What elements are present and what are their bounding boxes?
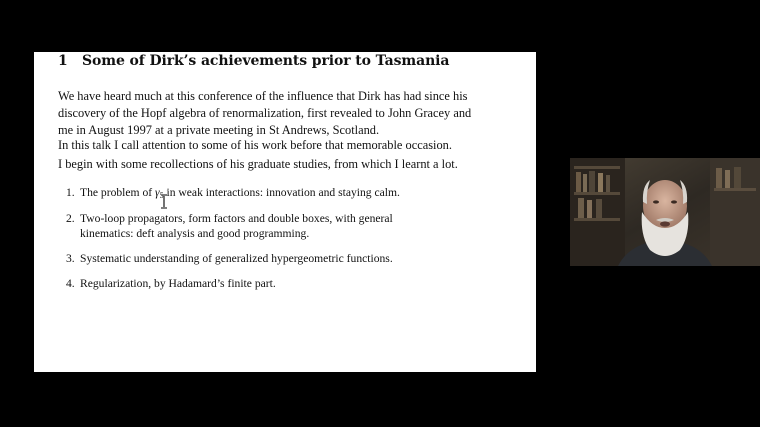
section-number: 1 [58, 53, 68, 69]
list-text-before: The problem of [80, 186, 156, 199]
presenter-webcam [570, 158, 760, 266]
intro-line-2: discovery of the Hopf algebra of renormalization, first revealed to John Gracey and [58, 106, 472, 120]
attention-paragraph: In this talk I call attention to some of his work before that memorable occasion. [58, 138, 452, 152]
list-item [66, 251, 400, 266]
list-index: 3. [66, 252, 75, 265]
list-text: Systematic understanding of generalized hypergeometric functions. [80, 252, 393, 265]
gamma-subscript: 5 [159, 191, 164, 200]
presentation-slide [34, 52, 536, 372]
section-heading [58, 53, 449, 69]
list-index: 2. [66, 212, 75, 225]
list-item [66, 211, 400, 241]
presenter-video-icon [570, 158, 760, 266]
list-item [66, 185, 400, 203]
list-text-after: in weak interactions: innovation and staying calm. [163, 186, 400, 199]
achievements-list [66, 185, 400, 291]
list-index: 4. [66, 277, 75, 290]
list-item [66, 276, 400, 291]
list-text: Regularization, by Hadamard’s finite part. [80, 277, 276, 290]
section-title: Some of Dirk’s achievements prior to Tasmania [82, 53, 450, 69]
list-index: 1. [66, 186, 75, 199]
gamma-symbol: γ [155, 186, 160, 199]
intro-line-1: We have heard much at this conference of the influence that Dirk has had since his [58, 89, 468, 103]
intro-paragraph [58, 88, 471, 139]
list-text-line-1: Two-loop propagators, form factors and double boxes, with general [80, 212, 393, 225]
list-text-line-2: kinematics: deft analysis and good programming. [80, 227, 310, 240]
recollections-paragraph: I begin with some recollections of his graduate studies, from which I learnt a lot. [58, 157, 458, 171]
text-cursor-icon [160, 194, 168, 209]
intro-line-3: me in August 1997 at a private meeting in St Andrews, Scotland. [58, 123, 380, 137]
